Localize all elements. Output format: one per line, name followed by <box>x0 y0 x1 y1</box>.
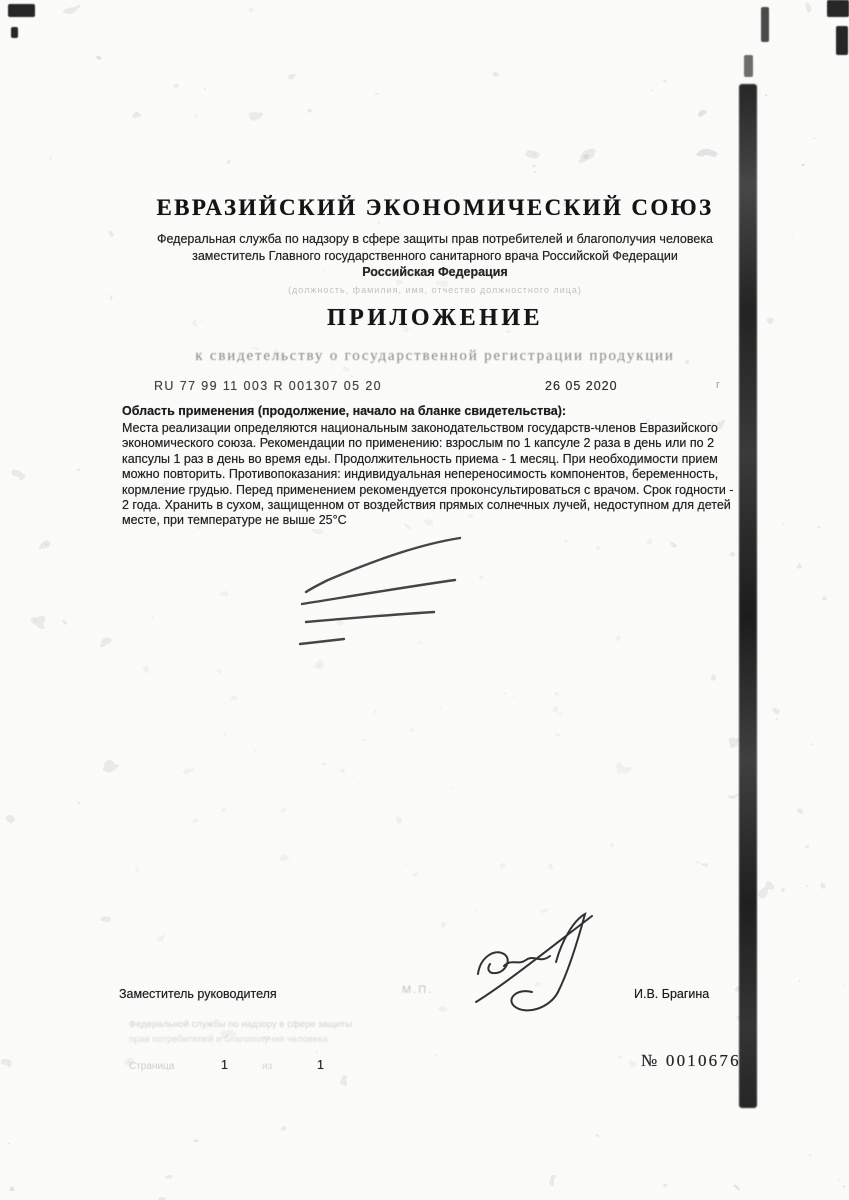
faint-signature-caption-2: прав потребителей и благополучия человека <box>129 1034 328 1045</box>
scan-artifact <box>827 0 849 17</box>
signature-scribble <box>464 910 599 1020</box>
handwritten-strikethrough <box>292 530 477 658</box>
page-total: 1 <box>317 1058 324 1072</box>
faint-signature-caption-1: Федеральной службы по надзору в сфере защиты <box>129 1019 353 1030</box>
scan-artifact <box>744 55 753 77</box>
agency-line: Федеральная служба по надзору в сфере защиты прав потребителей и благополучия человека <box>156 232 714 246</box>
country-line: Российская Федерация <box>362 265 508 279</box>
page-of-label: из <box>262 1061 273 1072</box>
seal-placeholder: М.П. <box>402 984 434 996</box>
signer-name: И.В. Брагина <box>634 987 710 1001</box>
scan-artifact <box>8 4 35 17</box>
signer-position: Заместитель руководителя <box>119 987 277 1001</box>
body-paragraph: Места реализации определяются национальным законодательством государств-членов Евразийского экономического союза. Рекомендации по применению: взрослым по 1 капсуле 2 раза в день или по 2 капсулы 1 раз в день во время еды. Продолжительность приема - 1 месяц. При необходимости прием можно повторить. Противопоказания: индивидуальная непереносимость компонентов, беременность, кормление грудью. Перед применением рекомендуется проконсультироваться с врачом. Срок годности - 2 года. Хранить в сухом, защищенном от воздействия прямых солнечных лучей, недоступном для детей месте, при температуре не выше 25°С <box>122 421 734 528</box>
scan-artifact <box>836 26 848 55</box>
registration-number: RU 77 99 11 003 R 001307 05 20 <box>154 379 383 393</box>
scan-artifact <box>761 7 769 42</box>
date-suffix: г <box>716 379 721 391</box>
form-number: № 0010676 <box>641 1051 741 1070</box>
official-line: заместитель Главного государственного санитарного врача Российской Федерации <box>192 249 678 263</box>
scan-artifact <box>11 27 18 38</box>
registration-date: 26 05 2020 <box>545 379 618 393</box>
page-current: 1 <box>221 1058 228 1072</box>
page-count-label: Страница <box>129 1061 175 1072</box>
section-heading: Область применения (продолжение, начало на бланке свидетельства): <box>122 404 567 418</box>
union-title: ЕВРАЗИЙСКИЙ ЭКОНОМИЧЕСКИЙ СОЮЗ <box>156 195 714 220</box>
document-subtitle: к свидетельству о государственной регистрации продукции <box>195 348 675 364</box>
faint-caption: (должность, фамилия, имя, отчество должностного лица) <box>288 285 582 295</box>
document-title: ПРИЛОЖЕНИЕ <box>326 305 544 331</box>
